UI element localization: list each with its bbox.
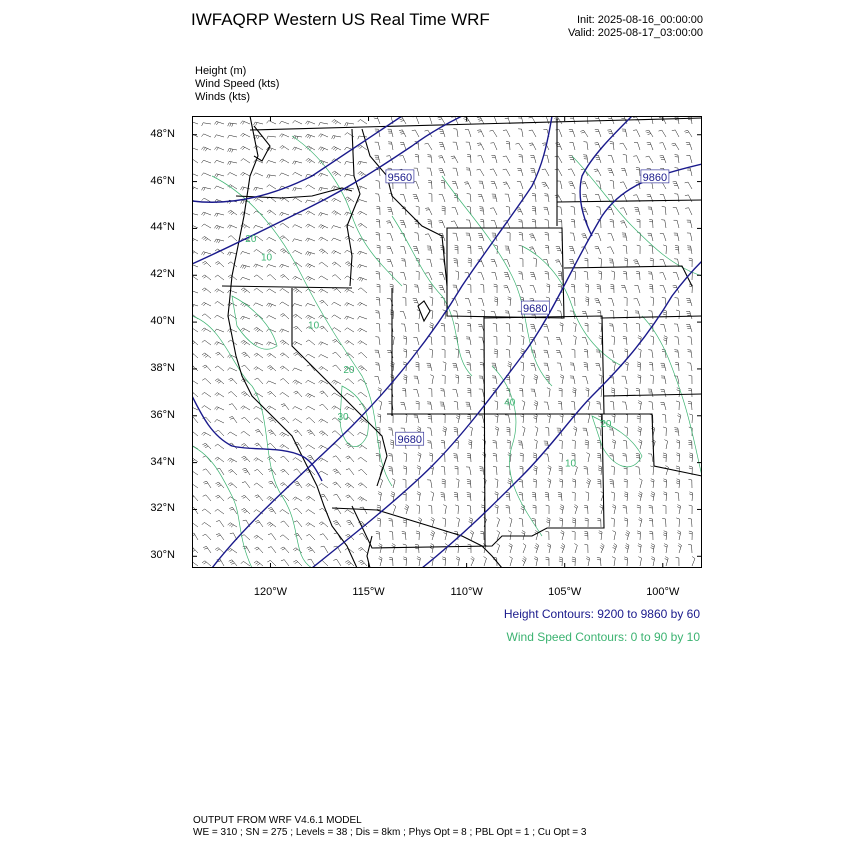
lat-tick-label: 46°N bbox=[150, 174, 175, 187]
lat-tick-label: 38°N bbox=[150, 361, 175, 374]
lon-tick-label: 120°W bbox=[253, 586, 288, 598]
lat-tick-label: 30°N bbox=[150, 549, 175, 562]
lat-tick-label: 34°N bbox=[150, 455, 175, 468]
wind-contour-label: 10 bbox=[565, 458, 577, 470]
height-contour-label: 9560 bbox=[387, 171, 413, 184]
wind-contour-label: 10 bbox=[308, 320, 320, 332]
lon-tick-label: 100°W bbox=[646, 586, 680, 598]
variable-label-wind-speed: Wind Speed (kts) bbox=[195, 78, 280, 90]
lon-tick-label: 115°W bbox=[352, 586, 385, 598]
wind-contour-label: 20 bbox=[600, 418, 612, 430]
legend-height-contours: Height Contours: 9200 to 9860 by 60 bbox=[503, 607, 700, 621]
lon-tick-label: 105°W bbox=[548, 586, 582, 598]
height-contour-label: 9680 bbox=[397, 434, 422, 447]
model-info-line2: WE = 310 ; SN = 275 ; Levels = 38 ; Dis = 8km ; Phys Opt = 8 ; PBL Opt = 1 ; Cu Opt = 3 bbox=[193, 827, 587, 838]
lon-tick-label: 110°W bbox=[450, 586, 483, 598]
lat-tick-label: 36°N bbox=[150, 408, 175, 421]
wind-contour-label: 10 bbox=[260, 252, 273, 264]
height-contour-label: 9680 bbox=[523, 303, 548, 316]
variable-label-winds: Winds (kts) bbox=[195, 91, 250, 103]
height-contour-label: 9860 bbox=[642, 171, 668, 184]
wind-contour-label: 20 bbox=[245, 233, 257, 245]
wind-contour-label: 30 bbox=[337, 411, 349, 423]
lat-tick-label: 48°N bbox=[150, 127, 175, 140]
lat-tick-label: 32°N bbox=[150, 502, 175, 515]
valid-time: Valid: 2025-08-17_03:00:00 bbox=[568, 27, 703, 39]
lat-tick-label: 42°N bbox=[150, 268, 175, 281]
model-info-line1: OUTPUT FROM WRF V4.6.1 MODEL bbox=[193, 815, 362, 826]
wind-contour-label: 40 bbox=[504, 397, 516, 409]
lat-tick-label: 40°N bbox=[150, 315, 175, 328]
lat-tick-label: 44°N bbox=[150, 221, 175, 234]
init-time: Init: 2025-08-16_00:00:00 bbox=[577, 14, 703, 26]
plot-title: IWFAQRP Western US Real Time WRF bbox=[191, 10, 490, 29]
variable-label-height: Height (m) bbox=[195, 65, 247, 77]
map-plot-area bbox=[192, 116, 702, 568]
legend-wind-contours: Wind Speed Contours: 0 to 90 by 10 bbox=[506, 630, 700, 644]
wind-contour-label: 20 bbox=[343, 364, 355, 376]
